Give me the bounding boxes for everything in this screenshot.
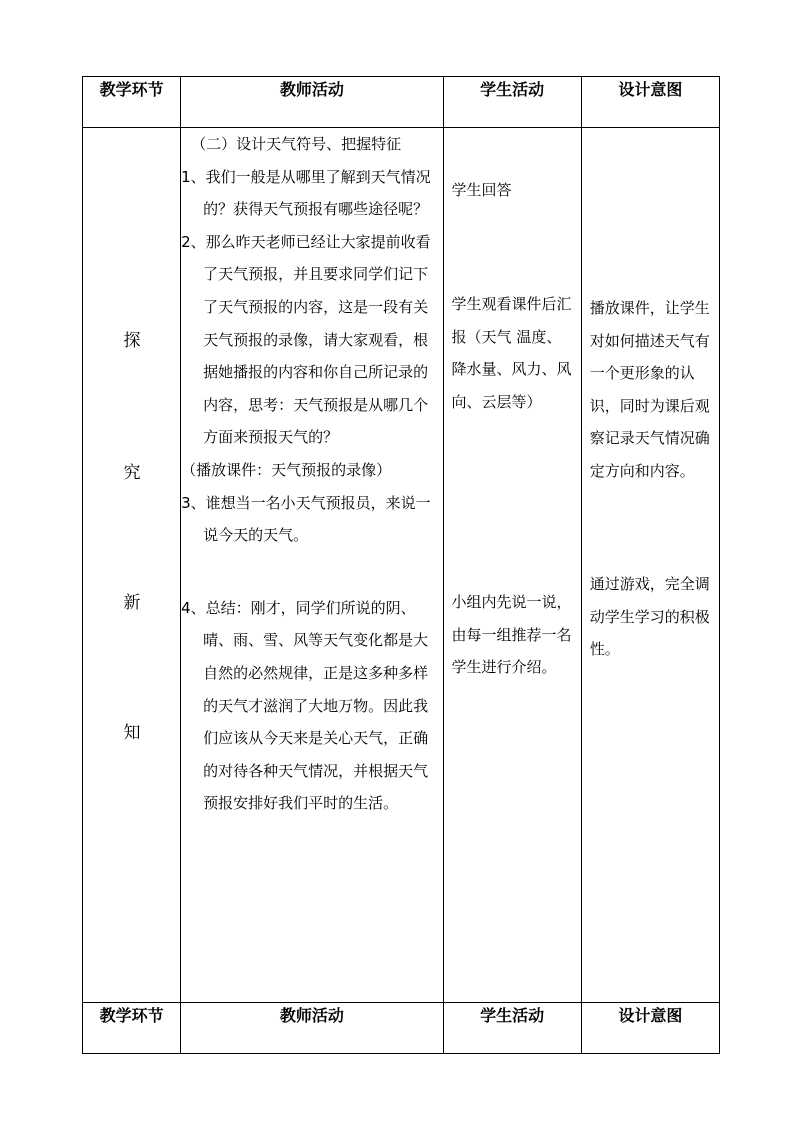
student-text: 小组内先说一说，由每一组推荐一名学生进行介绍。: [451, 593, 572, 677]
stage-cell: [83, 128, 181, 1003]
lesson-plan-table: [82, 76, 720, 1054]
header-row: [83, 77, 720, 128]
student-text: 学生回答: [451, 181, 512, 199]
header-design-intent: 设计意图: [581, 77, 719, 128]
footer-student-activity: 学生活动: [443, 1003, 581, 1054]
stage-char: 新: [123, 593, 141, 613]
stage-char: 知: [123, 723, 141, 743]
intent-text: 通过游戏，完全调动学生学习的积极性。: [589, 575, 710, 659]
header-stage: 教学环节: [83, 77, 181, 128]
stage-char: 探: [123, 331, 141, 351]
footer-stage: 教学环节: [83, 1003, 181, 1054]
design-intent-cell: [581, 128, 719, 1003]
footer-teacher-activity: 教师活动: [181, 1003, 443, 1054]
stage-char: 究: [123, 463, 141, 483]
teacher-item: 4、总结：刚才，同学们所说的阴、晴、雨、雪、风等天气变化都是大自然的必然规律，正是这多种多样的天气才滋润了大地万物。因此我们应该从今天来是关心天气，正确的对待各种天气情况，并根据天气预报安排好我们平时的生活。: [181, 598, 429, 813]
teacher-item: 1、我们一般是从哪里了解到天气情况的？获得天气预报有哪些途径呢？: [181, 167, 431, 219]
teacher-item: 2、那么昨天老师已经让大家提前收看了天气预报，并且要求同学们记下了天气预报的内容，这是一段有关天气预报的录像，请大家观看，根据她播报的内容和你自己所记录的内容，思考：天气预报是从哪几个方面来预报天气的？: [181, 232, 431, 447]
header-teacher-activity: 教师活动: [181, 77, 443, 128]
footer-row: [83, 1003, 720, 1054]
student-activity-cell: [443, 128, 581, 1003]
teacher-activity-cell: [181, 128, 443, 1003]
student-text: 学生观看课件后汇报（天气 温度、降水量、风力、风向、云层等）: [451, 295, 572, 411]
intent-text: 播放课件，让学生对如何描述天气有一个更形象的认识，同时为课后观察记录天气情况确定方向和内容。: [589, 299, 710, 480]
teacher-heading: （二）设计天气符号、把握特征: [191, 135, 402, 153]
teacher-item: 3、谁想当一名小天气预报员，来说一说今天的天气。: [181, 493, 431, 545]
teacher-note: （播放课件：天气预报的录像）: [181, 460, 392, 479]
footer-design-intent: 设计意图: [581, 1003, 719, 1054]
content-row: [83, 128, 720, 1003]
header-student-activity: 学生活动: [443, 77, 581, 128]
